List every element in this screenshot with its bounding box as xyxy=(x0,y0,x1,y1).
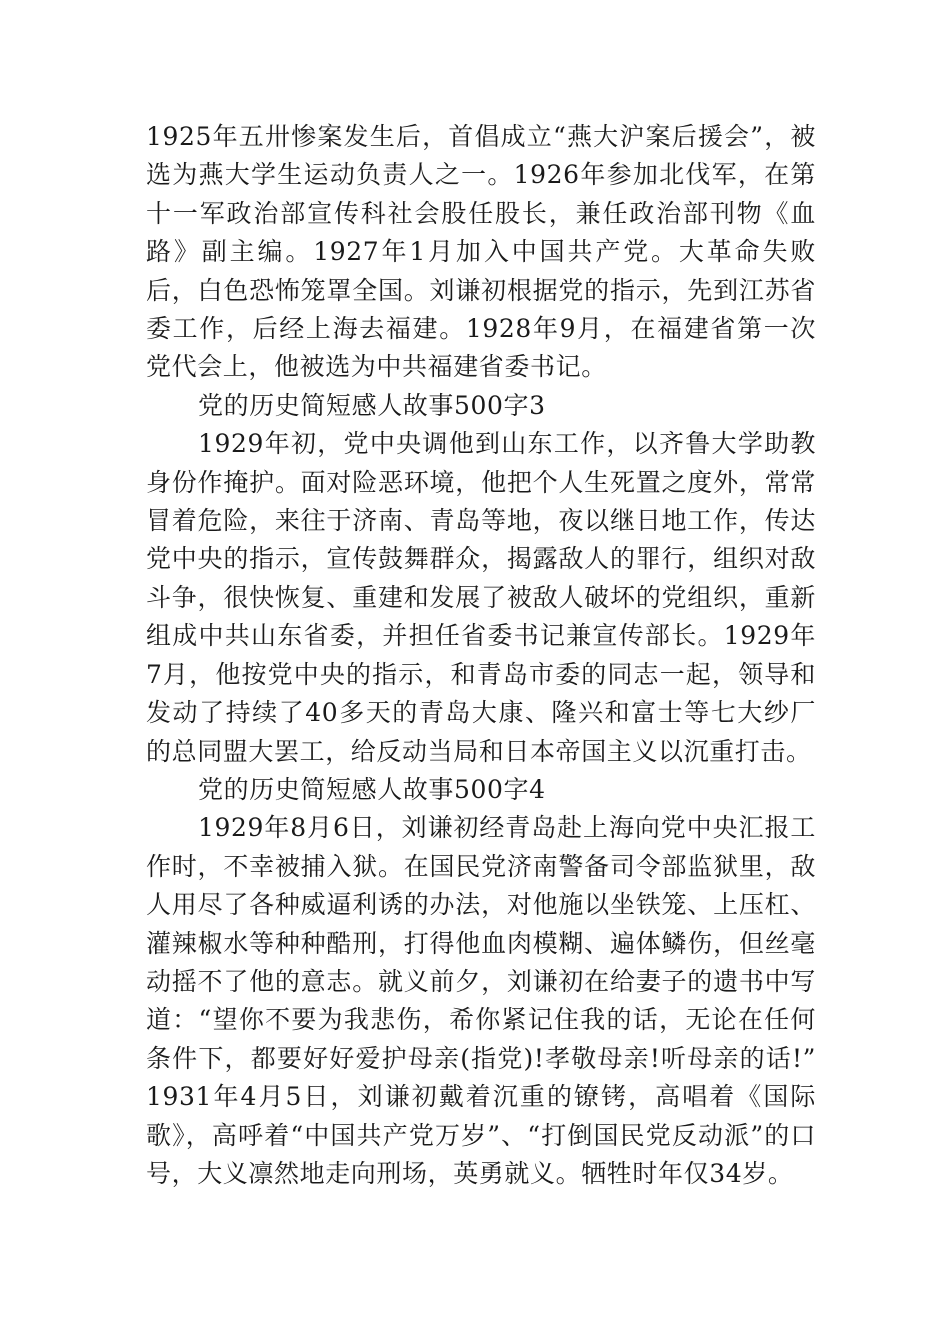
section-heading-story-4: 党的历史简短感人故事500字4 xyxy=(198,774,546,804)
document-body xyxy=(146,118,816,1193)
section-heading-story-3: 党的历史简短感人故事500字3 xyxy=(198,390,546,420)
paragraph-1929-arrest: 1929年8月6日，刘谦初经青岛赴上海向党中央汇报工作时，不幸被捕入狱。在国民党济南警备司令部监狱里，敌人用尽了各种威逼利诱的办法，对他施以坐铁笼、上压杠、灌辣椒水等种种酷刑，打得他血肉模糊、遍体鳞伤，但丝毫动摇不了他的意志。就义前夕，刘谦初在给妻子的遗书中写道：“望你不要为我悲伤，希你紧记住我的话，无论在任何条件下，都要好好爱护母亲(指党)!孝敬母亲!听母亲的话!” 1931年4月5日，刘谦初戴着沉重的镣铐，高唱着《国际歌》，高呼着“中国共产党万岁”、“打倒国民党反动派”的口号，大义凛然地走向刑场，英勇就义。牺牲时年仅34岁。 xyxy=(146,813,816,1188)
paragraph-1929-shandong: 1929年初，党中央调他到山东工作，以齐鲁大学助教身份作掩护。面对险恶环境，他把个人生死置之度外，常常冒着危险，来往于济南、青岛等地，夜以继日地工作，传达党中央的指示，宣传鼓舞群众，揭露敌人的罪行，组织对敌斗争，很快恢复、重建和发展了被敌人破坏的党组织，重新组成中共山东省委，并担任省委书记兼宣传部长。1929年7月，他按党中央的指示，和青岛市委的同志一起，领导和发动了持续了40多天的青岛大康、隆兴和富士等七大纱厂的总同盟大罢工，给反动当局和日本帝国主义以沉重打击。 xyxy=(146,429,816,766)
paragraph-1925-events: 1925年五卅惨案发生后，首倡成立“燕大沪案后援会”，被选为燕大学生运动负责人之一。1926年参加北伐军，在第十一军政治部宣传科社会股任股长，兼任政治部刊物《血路》副主编。1927年1月加入中国共产党。大革命失败后，白色恐怖笼罩全国。刘谦初根据党的指示，先到江苏省委工作，后经上海去福建。1928年9月，在福建省第一次党代会上，他被选为中共福建省委书记。 xyxy=(146,122,816,382)
